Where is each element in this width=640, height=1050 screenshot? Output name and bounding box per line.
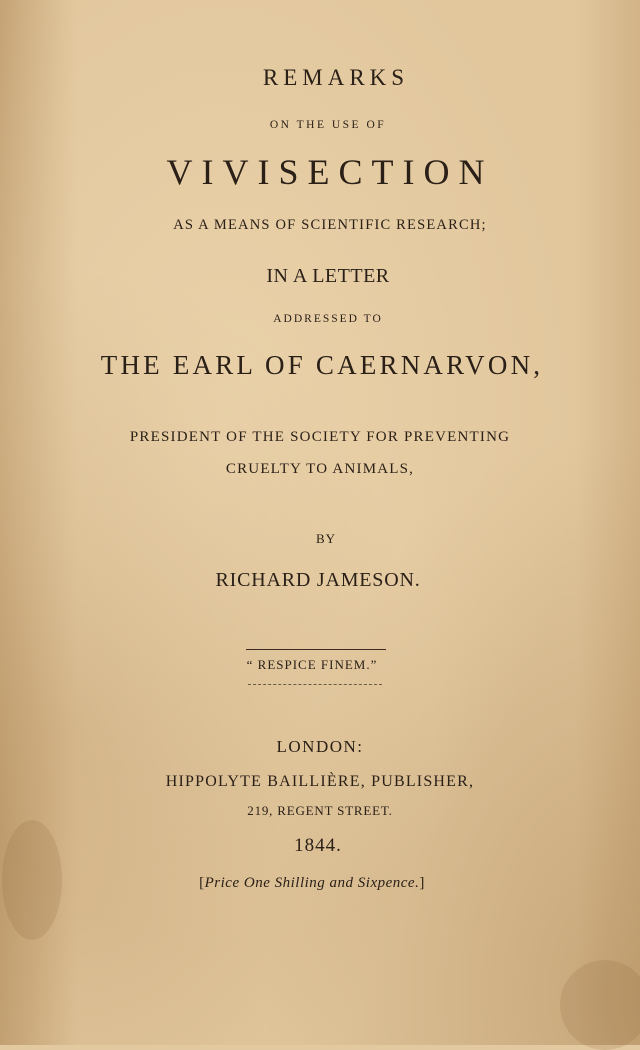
subtitle-letter: IN A LETTER: [266, 265, 390, 287]
imprint-year: 1844.: [294, 835, 342, 856]
motto: “ RESPICE FINEM.”: [246, 657, 378, 672]
price-note: [0, 876, 632, 891]
heading-remarks: REMARKS: [262, 65, 410, 90]
main-title: VIVISECTION: [166, 152, 494, 192]
imprint-address: 219, REGENT STREET.: [247, 803, 393, 818]
by-label: BY: [315, 531, 337, 546]
imprint-city: LONDON:: [276, 737, 364, 756]
addressed-to: ADDRESSED TO: [273, 313, 383, 325]
paper-stain: [560, 960, 640, 1050]
recipient-title-line-1: PRESIDENT OF THE SOCIETY FOR PREVENTING: [129, 429, 511, 445]
recipient-title-line-2: CRUELTY TO ANIMALS,: [225, 461, 415, 477]
author-name: RICHARD JAMESON.: [215, 569, 421, 591]
motto-rule-bottom: [248, 684, 382, 685]
motto-rule-top: [246, 649, 386, 650]
price-text: [ Price One Shilling and Sixpence. ]: [199, 875, 425, 891]
imprint-publisher: HIPPOLYTE BAILLIÈRE, PUBLISHER,: [165, 773, 475, 790]
heading-on-the-use-of: ON THE USE OF: [269, 119, 387, 131]
recipient-name: THE EARL OF CAERNARVON,: [100, 350, 544, 380]
subtitle-means: AS A MEANS OF SCIENTIFIC RESEARCH;: [173, 217, 487, 233]
